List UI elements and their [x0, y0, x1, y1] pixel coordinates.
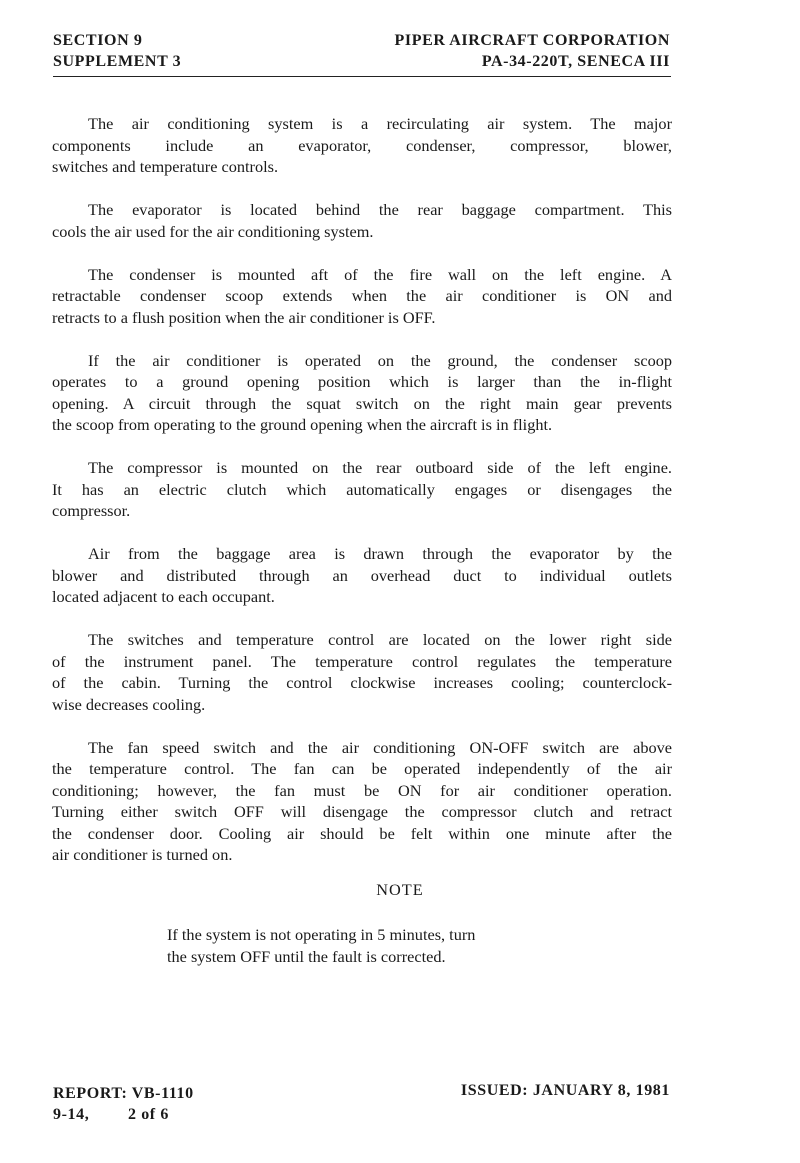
paragraph	[52, 199, 672, 242]
header-right	[395, 30, 670, 72]
note-line: If the system is not operating in 5 minutes, turn	[167, 925, 476, 944]
text-line: The air conditioning system is a recirculating air system. The major	[88, 114, 672, 133]
text-line: the condenser door. Cooling air should be felt within one minute after the	[52, 823, 672, 843]
page-of: 2 of 6	[128, 1106, 169, 1123]
paragraph	[52, 264, 672, 329]
paragraph	[52, 350, 672, 436]
header-left	[53, 30, 181, 72]
issue-date: ISSUED: JANUARY 8, 1981	[460, 1082, 670, 1099]
company-name: PIPER AIRCRAFT CORPORATION	[394, 32, 670, 49]
text-line: The evaporator is located behind the rear baggage compartment. This	[88, 200, 672, 219]
section-label: SECTION 9	[53, 32, 143, 49]
text-line: Air from the baggage area is drawn through the evaporator by the	[88, 544, 672, 563]
aircraft-model: PA-34-220T, SENECA III	[481, 53, 670, 70]
text-line: opening. A circuit through the squat switch on the right main gear prevents	[52, 393, 672, 413]
text-line: switches and temperature controls.	[52, 157, 279, 176]
note-title: NOTE	[376, 880, 424, 899]
text-line: retracts to a flush position when the air conditioner is OFF.	[52, 307, 436, 327]
text-line: operates to a ground opening position which is larger than the in-flight	[52, 372, 672, 391]
footer-left	[53, 1083, 194, 1125]
text-line: It has an electric clutch which automatically engages or disengages the	[52, 479, 672, 499]
text-line: the scoop from operating to the ground opening when the aircraft is in flight.	[52, 415, 553, 434]
text-line: The condenser is mounted aft of the fire wall on the left engine. A	[88, 264, 672, 284]
report-number: REPORT: VB-1110	[53, 1085, 194, 1102]
supplement-label: SUPPLEMENT 3	[53, 53, 182, 70]
text-line: conditioning; however, the fan must be ON for air conditioner operation.	[52, 780, 672, 800]
text-line: If the air conditioner is operated on the ground, the condenser scoop	[88, 350, 672, 370]
paragraph	[52, 543, 672, 608]
text-line: The switches and temperature control are located on the lower right side	[88, 630, 672, 649]
paragraph	[52, 457, 672, 522]
text-line: the temperature control. The fan can be operated independently of the air	[52, 759, 672, 778]
document-body	[52, 113, 672, 887]
note-line: the system OFF until the fault is corrected.	[167, 946, 446, 966]
text-line: of the instrument panel. The temperature control regulates the temperature	[52, 651, 672, 671]
paragraph	[52, 737, 672, 866]
text-line: The compressor is mounted on the rear outboard side of the left engine.	[88, 458, 672, 477]
page-number: 9-14,	[53, 1106, 90, 1123]
text-line: The fan speed switch and the air conditioning ON-OFF switch are above	[88, 737, 672, 757]
text-line: retractable condenser scoop extends when the air conditioner is ON and	[52, 286, 672, 305]
header-rule	[53, 76, 671, 77]
text-line: compressor.	[52, 501, 131, 520]
paragraph	[52, 113, 672, 178]
text-line: Turning either switch OFF will disengage the compressor clutch and retract	[52, 802, 672, 821]
text-line: located adjacent to each occupant.	[52, 587, 275, 606]
text-line: components include an evaporator, condenser, compressor, blower,	[52, 135, 672, 155]
note-body	[167, 924, 475, 967]
text-line: cools the air used for the air conditioning system.	[52, 221, 374, 241]
paragraph	[52, 629, 672, 715]
text-line: wise decreases cooling.	[52, 694, 206, 714]
text-line: of the cabin. Turning the control clockwise increases cooling; counterclock-	[52, 673, 672, 692]
text-line: air conditioner is turned on.	[52, 845, 233, 864]
text-line: blower and distributed through an overhead duct to individual outlets	[52, 565, 672, 585]
